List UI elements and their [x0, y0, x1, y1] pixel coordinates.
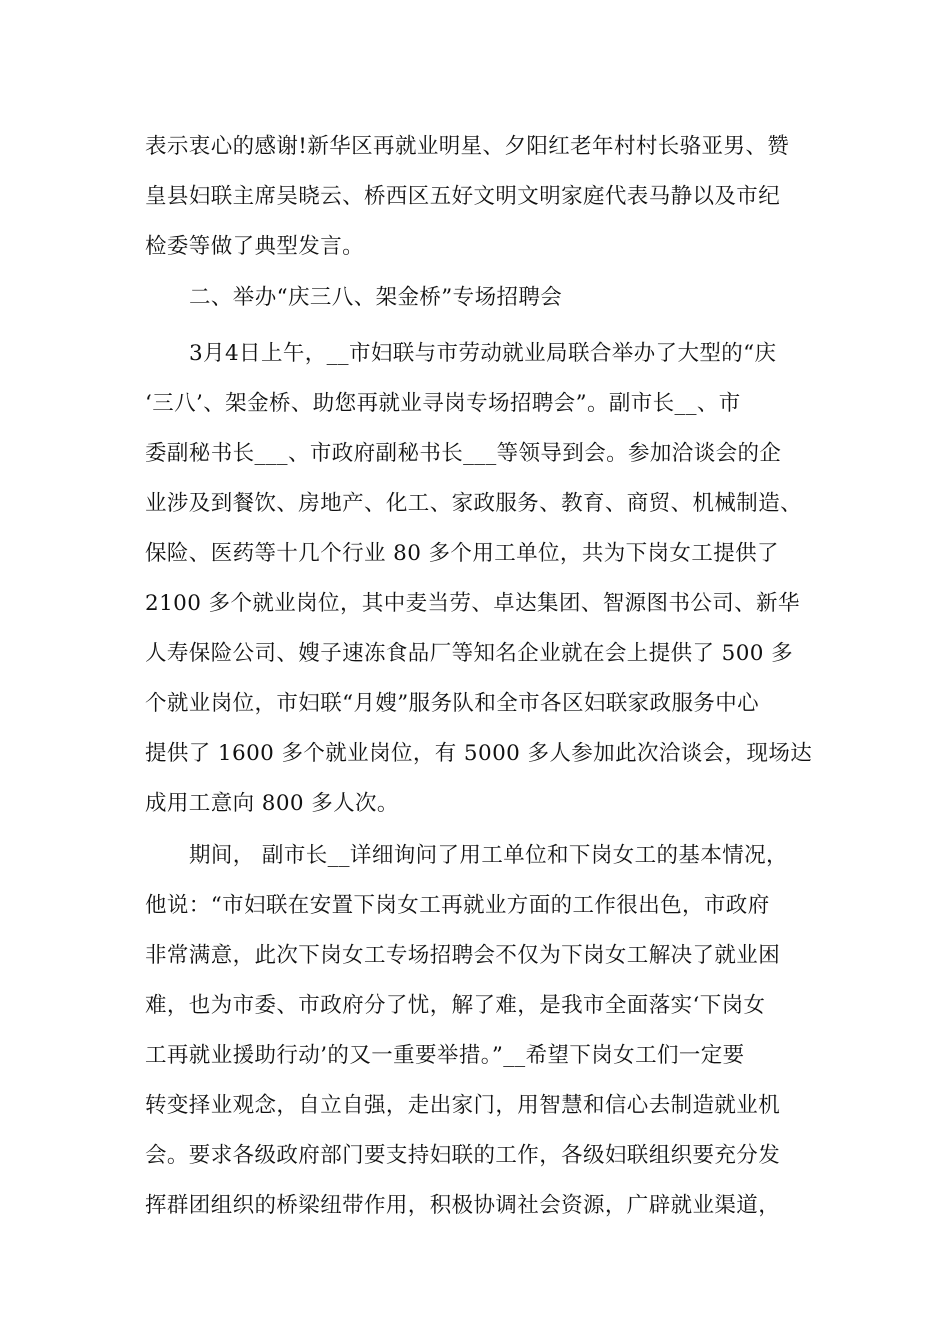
text-line: 2100 多个就业岗位，其中麦当劳、卓达集团、智源图书公司、新华	[145, 591, 800, 616]
text-line: 挥群团组织的桥梁纽带作用，积极协调社会资源，广辟就业渠道，	[145, 1193, 781, 1218]
text-line: ‘三八’、架金桥、助您再就业寻岗专场招聘会”。副市长__、市	[145, 391, 741, 416]
text-line: 成用工意向 800 多人次。	[145, 791, 399, 816]
text-line: 表示衷心的感谢!新华区再就业明星、夕阳红老年村村长骆亚男、赞	[145, 134, 790, 159]
text-line: 人寿保险公司、嫂子速冻食品厂等知名企业就在会上提供了 500 多	[145, 641, 794, 666]
text-line: 工再就业援助行动’的又一重要举措。”__希望下岗女工们一定要	[145, 1043, 745, 1068]
text-line: 难，也为市委、市政府分了忧，解了难，是我市全面落实‘下岗女	[145, 993, 766, 1018]
text-line: 3月4日上午，__市妇联与市劳动就业局联合举办了大型的“庆	[189, 341, 777, 366]
text-line: 会。要求各级政府部门要支持妇联的工作，各级妇联组织要充分发	[145, 1143, 781, 1168]
text-line: 提供了 1600 多个就业岗位，有 5000 多人参加此次洽谈会，现场达	[145, 741, 813, 766]
text-line: 非常满意，此次下岗女工专场招聘会不仅为下岗女工解决了就业困	[145, 943, 781, 968]
text-line: 皇县妇联主席吴晓云、桥西区五好文明文明家庭代表马静以及市纪	[145, 184, 781, 209]
text-line: 他说：“市妇联在安置下岗女工再就业方面的工作很出色，市政府	[145, 893, 770, 918]
text-line: 检委等做了典型发言。	[145, 234, 365, 259]
text-line: 委副秘书长___、市政府副秘书长___等领导到会。参加洽谈会的企	[145, 441, 782, 466]
text-line: 保险、医药等十几个行业 80 多个用工单位，共为下岗女工提供了	[145, 541, 779, 566]
section-heading: 二、举办“庆三八、架金桥”专场招聘会	[189, 285, 563, 310]
text-line: 转变择业观念，自立自强，走出家门，用智慧和信心去制造就业机	[145, 1093, 781, 1118]
text-line: 个就业岗位，市妇联“月嫂”服务队和全市各区妇联家政服务中心	[145, 691, 760, 716]
text-line: 期间， 副市长__详细询问了用工单位和下岗女工的基本情况，	[189, 843, 788, 868]
text-line: 业涉及到餐饮、房地产、化工、家政服务、教育、商贸、机械制造、	[145, 491, 803, 516]
